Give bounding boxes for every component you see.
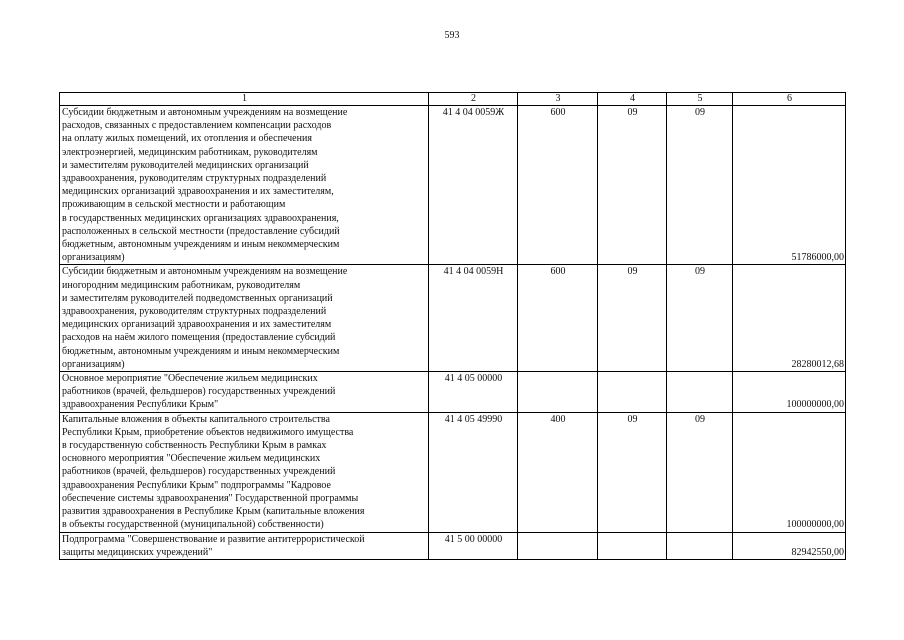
page-number: 593 — [444, 30, 460, 41]
row-col-5: 09 — [667, 412, 733, 532]
row-amount: 100000000,00 — [733, 372, 846, 413]
row-col-4: 09 — [598, 265, 667, 372]
row-amount: 100000000,00 — [733, 412, 846, 532]
header-row — [60, 93, 846, 106]
row-description: Субсидии бюджетным и автономным учреждениям на возмещение иногородним медицинским работникам, руководителям и заместителям руководителей подведомственных организаций здравоохранения, руководителям структурных подразделений медицинских организаций здравоохранения и их заместителям расходов на наём жилого помещения (предоставление субсидий бюджетным, автономным учреждениям и иным некоммерческим организациям) — [60, 265, 429, 372]
row-description: Подпрограмма "Совершенствование и развитие антитеррористической защиты медицинских учреждений" — [60, 532, 429, 559]
header-col-1: 1 — [60, 93, 429, 106]
row-col-4: 09 — [598, 106, 667, 265]
header-col-4: 4 — [598, 93, 667, 106]
row-col-5 — [667, 532, 733, 559]
header-col-5: 5 — [667, 93, 733, 106]
row-target-code: 41 4 04 0059Ж — [429, 106, 518, 265]
row-target-code: 41 4 05 49990 — [429, 412, 518, 532]
row-col-5 — [667, 372, 733, 413]
row-description: Основное мероприятие "Обеспечение жильем медицинских работников (врачей, фельдшеров) государственных учреждений здравоохранения Республики Крым" — [60, 372, 429, 413]
row-col-4: 09 — [598, 412, 667, 532]
table-row — [60, 412, 846, 532]
table-body — [60, 106, 846, 560]
table-row — [60, 106, 846, 265]
header-col-6: 6 — [733, 93, 846, 106]
table-row — [60, 532, 846, 559]
header-col-3: 3 — [518, 93, 598, 106]
row-description: Капитальные вложения в объекты капитального строительства Республики Крым, приобретение объектов недвижимого имущества в государственную собственность Республики Крым в рамках основного мероприятия "Обеспечение жильем медицинских работников (врачей, фельдшеров) государственных учреждений здравоохранения Республики Крым" подпрограммы "Кадровое обеспечение системы здравоохранения" Государственной программы развития здравоохранения в Республике Крым (капитальные вложения в объекты государственной (муниципальной) собственности) — [60, 412, 429, 532]
row-col-5: 09 — [667, 265, 733, 372]
row-amount: 51786000,00 — [733, 106, 846, 265]
budget-table — [59, 92, 846, 560]
row-col-4 — [598, 372, 667, 413]
row-amount: 82942550,00 — [733, 532, 846, 559]
header-col-2: 2 — [429, 93, 518, 106]
table-header — [60, 93, 846, 106]
row-col-3: 400 — [518, 412, 598, 532]
row-target-code: 41 5 00 00000 — [429, 532, 518, 559]
row-col-4 — [598, 532, 667, 559]
row-col-3: 600 — [518, 106, 598, 265]
row-col-3: 600 — [518, 265, 598, 372]
row-col-3 — [518, 372, 598, 413]
row-target-code: 41 4 04 0059Н — [429, 265, 518, 372]
row-col-5: 09 — [667, 106, 733, 265]
table-row — [60, 265, 846, 372]
row-description: Субсидии бюджетным и автономным учреждениям на возмещение расходов, связанных с предоставлением компенсации расходов на оплату жилых помещений, их отопления и обеспечения электроэнергией, медицинским работникам, руководителям и заместителям руководителей медицинских организаций здравоохранения, руководителям структурных подразделений медицинских организаций здравоохранения и их заместителям, проживающим в сельской местности и работающим в государственных медицинских организациях здравоохранения, расположенных в сельской местности (предоставление субсидий бюджетным, автономным учреждениям и иным некоммерческим организациям) — [60, 106, 429, 265]
row-target-code: 41 4 05 00000 — [429, 372, 518, 413]
table-row — [60, 372, 846, 413]
row-col-3 — [518, 532, 598, 559]
row-amount: 28280012,68 — [733, 265, 846, 372]
